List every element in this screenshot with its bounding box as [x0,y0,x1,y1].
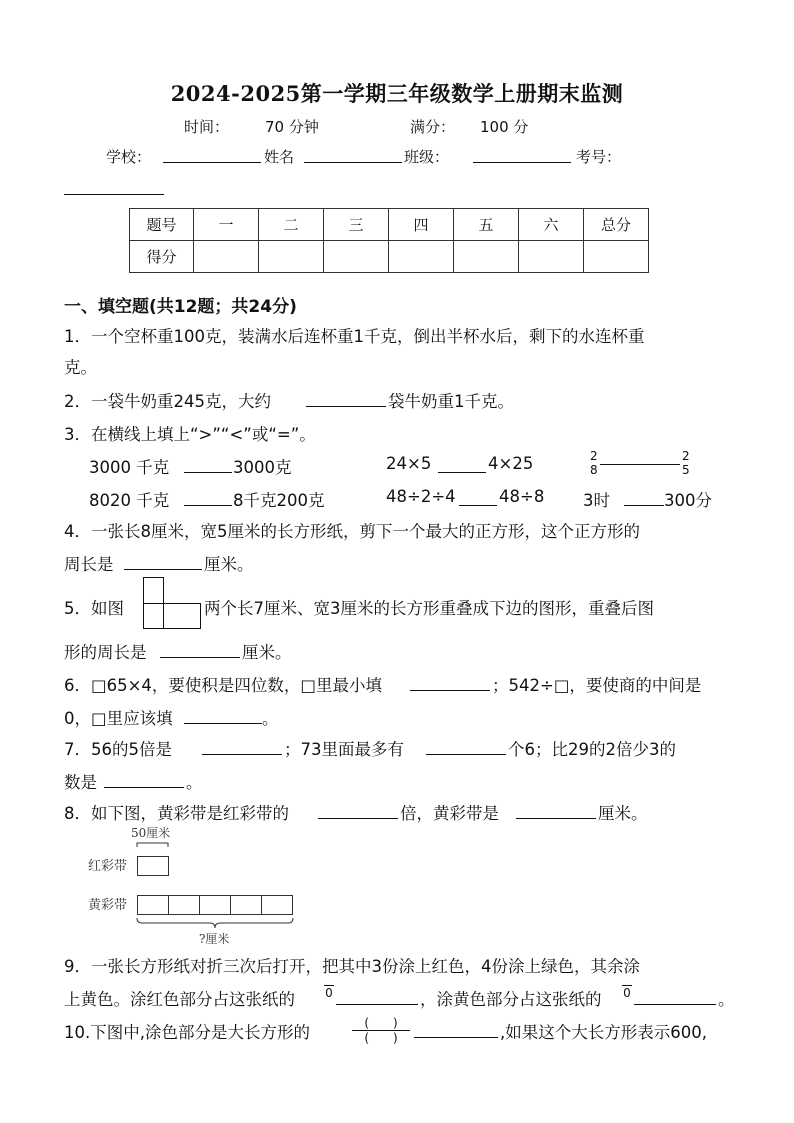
q4-blank[interactable] [124,555,202,570]
q3-blank[interactable] [184,491,232,506]
q3-item: 300分 [664,491,712,510]
q1-text: 1．一个空杯重100克，装满水后连杯重1千克，倒出半杯水后，剩下的水连杯重 [64,327,645,346]
q3-fraction [590,449,598,477]
score-table-header-row [130,209,649,241]
q4-text-cont: 周长是 [64,555,114,574]
q7-blank[interactable] [104,773,184,788]
q2-blank[interactable] [306,392,386,407]
score-table [129,208,649,273]
q5-text-end: 厘米。 [242,643,292,662]
q10-fraction-numerator: ( ) [364,1016,398,1030]
score-cell[interactable] [389,241,454,273]
q3-item: 8020 千克 [89,491,170,510]
score-table-header: 总分 [584,209,649,241]
score-table-header: 五 [454,209,519,241]
score-table-header: 二 [259,209,324,241]
q7-text: 7．56的5倍是 [64,740,172,759]
time-value: 70 分钟 [265,118,319,136]
q3-item: 24×5 [386,454,432,473]
school-blank[interactable] [163,148,261,163]
q3-blank[interactable] [438,458,486,473]
score-cell[interactable] [194,241,259,273]
q5-text-cont: 形的周长是 [64,643,147,662]
q8-blank[interactable] [318,804,398,819]
q9-fraction [324,985,334,1000]
score-cell[interactable] [324,241,389,273]
q8-top-brace [137,843,168,847]
q3-item: 4×25 [488,454,534,473]
q8-red-ribbon [138,857,169,876]
q2-text-end: 袋牛奶重1千克。 [388,392,514,411]
q8-bottom-brace [137,918,293,928]
q10-text: 10.下图中,涂色部分是大长方形的 [64,1023,310,1042]
q10-blank[interactable] [414,1023,498,1038]
score-table-header: 六 [519,209,584,241]
q6-text-cont: 0，□里应该填 [64,709,173,728]
q2-text: 2．一袋牛奶重245克，大约 [64,392,271,411]
q8-ribbon-figure [86,820,306,950]
score-table-header: 题号 [130,209,194,241]
full-score-value: 100 分 [480,118,529,136]
q9-blank[interactable] [634,990,716,1005]
time-label: 时间： [184,118,230,136]
score-cell[interactable] [519,241,584,273]
q3-item: 48÷2÷4 [386,487,456,506]
q3-fraction-denominator: 5 [682,463,690,477]
q4-text: 4．一张长8厘米，宽5厘米的长方形纸，剪下一个最大的正方形，这个正方形的 [64,522,640,541]
q8-top-length-label: 50厘米 [131,826,171,840]
q8-red-ribbon-label: 红彩带 [88,859,128,874]
q6-blank[interactable] [410,676,490,691]
q3-item: 48÷8 [499,487,545,506]
q9-text-end: 。 [718,990,735,1009]
class-blank[interactable] [473,148,571,163]
q8-yellow-ribbon-label: 黄彩带 [88,898,128,913]
q3-blank[interactable] [459,491,497,506]
q8-yellow-ribbon [138,896,293,915]
exam-no-label: 考号： [576,148,622,166]
q7-text-mid: ；73里面最多有 [284,740,404,759]
q5-text: 5．如图 [64,599,124,618]
q7-text-cont: 数是 [64,773,97,792]
q9-text-cont: 上黄色。涂红色部分占这张纸的 [64,990,295,1009]
q9-fraction-denominator: 0 [325,986,333,1000]
q7-text-end: 。 [186,773,203,792]
q9-text-mid: ，涂黄色部分占这张纸的 [420,990,602,1009]
name-label: 姓名 [264,148,295,166]
q8-bottom-length-label: ?厘米 [199,932,230,946]
name-blank[interactable] [304,148,402,163]
full-score-label: 满分： [410,118,456,136]
q6-text: 6．□65×4，要使积是四位数，□里最小填 [64,676,382,695]
q5-figure [140,576,204,631]
q10-fraction [352,1016,410,1045]
q6-text-mid: ；542÷□，要使商的中间是 [492,676,702,695]
q3-item: 3000 千克 [89,458,170,477]
q5-blank[interactable] [160,643,240,658]
q3-fraction-numerator: 2 [590,449,598,463]
q3-blank[interactable] [624,491,664,506]
q7-text-mid2: 个6；比29的2倍少3的 [508,740,676,759]
q9-text: 9．一张长方形纸对折三次后打开，把其中3份涂上红色，4份涂上绿色，其余涂 [64,957,640,976]
q3-item: 8千克200克 [233,491,325,510]
q3-fraction-denominator: 8 [590,463,598,477]
q10-text-end: ,如果这个大长方形表示600, [500,1023,707,1042]
q8-text-end: 厘米。 [598,804,648,823]
q1-text-cont: 克。 [64,358,97,377]
q6-text-end: 。 [262,709,279,728]
q5-text-mid: 两个长7厘米、宽3厘米的长方形重叠成下边的图形，重叠后图 [204,599,654,618]
score-table-header: 三 [324,209,389,241]
class-label: 班级： [404,148,450,166]
q8-text-mid: 倍，黄彩带是 [400,804,499,823]
score-table-header: 四 [389,209,454,241]
q10-fraction-denominator: ( ) [352,1030,410,1045]
score-cell[interactable] [584,241,649,273]
q3-text: 3．在横线上填上“>”“<”或“=”。 [64,425,316,444]
score-table-score-row [130,241,649,273]
q3-fraction [682,449,690,477]
q9-blank[interactable] [336,990,418,1005]
q8-blank[interactable] [516,804,596,819]
q7-blank[interactable] [202,740,282,755]
score-row-label: 得分 [130,241,194,273]
exam-no-blank[interactable] [64,180,164,195]
score-table-header: 一 [194,209,259,241]
q3-blank[interactable] [600,464,680,465]
q4-text-end: 厘米。 [204,555,254,574]
q3-blank[interactable] [184,458,232,473]
school-label: 学校： [106,148,152,166]
q3-item: 3时 [583,491,610,510]
q7-blank[interactable] [426,740,506,755]
q6-blank[interactable] [184,709,262,724]
q3-item: 3000克 [233,458,292,477]
q3-fraction-numerator: 2 [682,449,690,463]
score-cell[interactable] [454,241,519,273]
q9-fraction-denominator: 0 [623,986,631,1000]
score-cell[interactable] [259,241,324,273]
page-title: 2024-2025第一学期三年级数学上册期末监测 [170,81,624,106]
section-heading: 一、填空题(共12题；共24分) [64,297,297,317]
q8-text: 8．如下图，黄彩带是红彩带的 [64,804,289,823]
q9-fraction [622,985,632,1000]
